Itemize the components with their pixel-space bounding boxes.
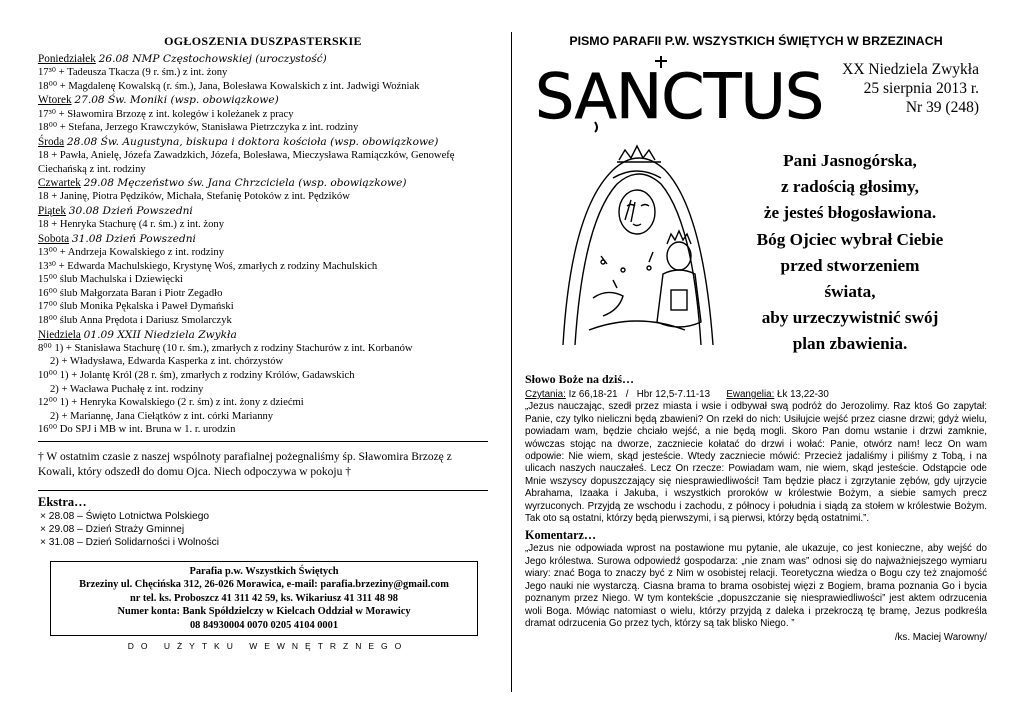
feast-name: 29.08 Męczeństwo św. Jana Chrzciciela (wsp. obowiązkowe) — [83, 177, 407, 190]
mass-intention: 18 + Janinę, Piotra Pędzików, Michała, Stefanię Potoków z int. Pędzików — [38, 191, 350, 203]
mass-intention: 18⁰⁰ + Stefana, Jerzego Krawczyków, Stanisława Pietrzczyka z int. rodziny — [38, 122, 359, 134]
day-heading — [38, 204, 488, 218]
mass-intention: 15⁰⁰ ślub Machulska i Dziewięcki — [38, 274, 184, 286]
prayer-line: z radością głosimy, — [781, 177, 919, 197]
day-heading — [38, 176, 488, 190]
mass-intention: 18 + Pawła, Anielę, Józefa Zawadzkich, Józefa, Bolesława, Mieczysława Ramiączków, Genowefę Ciechańską z int. rodziny — [38, 149, 455, 175]
feast-name: 31.08 Dzień Powszedni — [71, 232, 196, 245]
sanctus-logo — [533, 54, 824, 134]
mass-intention: 2) + Wacława Puchałę z int. rodziny — [50, 383, 204, 395]
left-column — [38, 30, 488, 651]
mass-intention: 17⁰⁰ ślub Monika Pękalska i Paweł Dymański — [38, 301, 234, 313]
mass-intention: 2) + Mariannę, Jana Ciełątków z int. córki Marianny — [50, 410, 274, 422]
mass-intention: 12⁰⁰ 1) + Henryka Kowalskiego (2 r. śm) z int. żony z dziećmi — [38, 397, 304, 409]
mass-intention: 17³⁰ + Tadeusza Tkacza (9 r. śm.) z int. żony — [38, 67, 228, 79]
day-heading — [38, 328, 488, 342]
death-notice: † W ostatnim czasie z naszej wspólnoty parafialnej pożegnaliśmy śp. Sławomira Brzozę z Kowali, który odszedł do domu Ojca. Niech odpoczywa w pokoju † — [38, 450, 452, 478]
day-heading — [38, 232, 488, 246]
mass-intention: 10⁰⁰ 1) + Jolantę Król (28 r. śm), zmarłych z rodziny Królów, Gadawskich — [38, 369, 355, 381]
prayer-text — [715, 148, 985, 358]
contact-line: 08 84930004 0070 0205 4104 0001 — [189, 619, 339, 631]
divider — [38, 490, 488, 491]
prayer-line: świata, — [824, 282, 876, 302]
hero-section — [525, 140, 987, 370]
day-name: Poniedziałek — [38, 53, 96, 65]
gospel-ref: Łk 13,22-30 — [777, 389, 829, 400]
reading-1: Iz 66,18-21 — [568, 389, 618, 400]
issue-number: Nr 39 (248) — [905, 99, 979, 116]
feast-name: 01.09 XXII Niedziela Zwykła — [83, 328, 237, 341]
readings-line — [525, 389, 987, 401]
mass-intention: 18⁰⁰ ślub Anna Prędota i Dariusz Smolarczyk — [38, 314, 232, 326]
commentary-title: Komentarz… — [525, 528, 597, 543]
day-heading — [38, 135, 488, 149]
reading-separator: / — [625, 389, 629, 400]
contact-line: Numer konta: Bank Spółdzielczy w Kielcach Oddział w Morawicy — [117, 606, 411, 618]
mass-intention: 17³⁰ + Sławomira Brzozę z int. kolegów i koleżanek z pracy — [38, 108, 294, 120]
prayer-line: że jesteś błogosławiona. — [763, 203, 937, 223]
svg-text:SANCTUS: SANCTUS — [535, 60, 824, 133]
publication-title: PISMO PARAFII P.W. WSZYSTKICH ŚWIĘTYCH W BRZEZINACH — [569, 34, 943, 48]
divider — [38, 441, 488, 442]
column-divider — [511, 32, 512, 692]
day-name: Sobota — [38, 232, 70, 245]
mass-intention: 18 + Henryka Stachurę (4 r. śm.) z int. żony — [38, 219, 225, 231]
prayer-line: Bóg Ojciec wybrał Ciebie — [756, 229, 944, 249]
commentary-text: „Jezus nie odpowiada wprost na postawione mu pytanie, ale ukazuje, co jest konieczne, aby wejść do Jego królestwa. Surowa odpowiedź gospodarza: „nie znam was” odnosi się do najważniejszego wymiaru wiary: znać Boga to znaczy być z Nim w osobistej relacji. Teoretyczna wiedza o Bogu czy też znajomość Jego nauki nie wystarczą. Ciasna brama to brama osobistej więzi z Bogiem, brama poznania Go i bycia poznanym przez Niego. W tym kontekście „dopuszczanie się niesprawiedliwości” jest aktem odrzucenia woli Boga. Mówiąc natomiast o wielu, którzy przyjdą z daleka i przekroczą tę bramę, Jezus podkreśla dramat odrzucenia Go przez tych, którzy są tak blisko Niego. ” — [525, 543, 987, 629]
contact-line: Parafia p.w. Wszystkich Świętych — [189, 565, 339, 577]
contact-line: nr tel. ks. Proboszcz 41 311 42 59, ks. Wikariusz 41 311 48 98 — [130, 592, 398, 604]
feast-name: 30.08 Dzień Powszedni — [68, 204, 193, 217]
internal-use-note: DO UŻYTKU WEWNĘTRZNEGO — [127, 640, 409, 651]
day-heading — [38, 93, 488, 107]
day-name: Środa — [38, 135, 65, 148]
feast-name: 26.08 NMP Częstochowskiej (uroczystość) — [98, 53, 327, 65]
prayer-line: przed stworzeniem — [780, 255, 920, 275]
prayer-line: plan zbawienia. — [792, 334, 908, 354]
word-title: Słowo Boże na dziś… — [525, 372, 635, 386]
announcements-list — [38, 52, 488, 437]
day-name: Czwartek — [38, 177, 81, 190]
mass-intention: 16⁰⁰ Do SPJ i MB w int. Bruna w 1. r. urodzin — [38, 424, 236, 436]
ekstra-item: × 31.08 – Dzień Solidarności i Wolności — [40, 536, 220, 548]
black-madonna-icon — [553, 140, 725, 360]
mass-intention: 13³⁰ + Edwarda Machulskiego, Krystynę Woś, zmarłych z rodziny Machulskich — [38, 260, 378, 272]
mass-intention: 2) + Władysława, Edwarda Kasperka z int. chórzystów — [50, 356, 284, 368]
right-column — [525, 30, 987, 643]
mass-intention: 8⁰⁰ 1) + Stanisława Stachurę (10 r. śm.), zmarłych z rodziny Stachurów z int. Korbanów — [38, 342, 413, 354]
signature: /ks. Maciej Warowny/ — [894, 632, 987, 644]
reading-2: Hbr 12,5-7.11-13 — [636, 389, 711, 400]
announcements-title: OGŁOSZENIA DUSZPASTERSKIE — [164, 34, 362, 48]
prayer-line: aby urzeczywistnić swój — [761, 308, 939, 328]
feast-name: 27.08 Św. Moniki (wsp. obowiązkowe) — [74, 94, 279, 107]
ekstra-item: × 28.08 – Święto Lotnictwa Polskiego — [40, 510, 210, 522]
feast-name: 28.08 Św. Augustyna, biskupa i doktora kościoła (wsp. obowiązkowe) — [66, 135, 439, 148]
issue-date: 25 sierpnia 2013 r. — [863, 80, 979, 97]
ekstra-item: × 29.08 – Dzień Straży Gminnej — [40, 523, 185, 535]
prayer-line: Pani Jasnogórska, — [783, 151, 917, 170]
day-heading — [38, 52, 488, 66]
day-name: Piątek — [38, 204, 66, 217]
masthead — [525, 54, 987, 134]
contact-line: Brzeziny ul. Chęcińska 312, 26-026 Morawica, e-mail: parafia.brzeziny@gmail.com — [79, 579, 449, 591]
mass-intention: 13⁰⁰ + Andrzeja Kowalskiego z int. rodziny — [38, 246, 224, 258]
parish-contact-box — [50, 561, 478, 636]
mass-intention: 16⁰⁰ ślub Małgorzata Baran i Piotr Zegadło — [38, 287, 223, 299]
gospel-text: „Jezus nauczając, szedł przez miasta i wsie i odbywał swą podróż do Jerozolimy. Raz ktoś Go zapytał: Panie, czy tylko nieliczni będą zbawieni? On rzekł do nich: Usiłujcie wejść przez ciasne drzwi; gdyż wielu, powiadam wam, będzie chciało wejść, a nie będą mogli. Skoro Pan domu wstanie i drzwi zamknie, wówczas stojąc na dworze, zaczniecie kołatać do drzwi i wołać: Panie, otwórz nam! lecz On wam odpowie: Nie wiem, skąd jesteście. Wtedy zaczniecie mówić: Przecież jadaliśmy i piliśmy z Tobą, i na ulicach naszych nauczałeś. Lecz On rzecze: Powiadam wam, nie wiem, skąd jesteście. Odstąpcie ode Mnie wszyscy dopuszczający się niesprawiedliwości! Tam będzie płacz i zgrzytanie zębów, gdy ujrzycie Abrahama, Izaaka i Jakuba, i wszystkich proroków w królestwie Bożym, a siebie samych precz wyrzuconych. Przyjdą ze wschodu i zachodu, z północy i południa i siądą za stołem w królestwie Bożym. Tak oto są ostatni, którzy będą pierwszymi, i są pierwsi, którzy będą ostatnimi.”. — [525, 401, 987, 525]
issue-info — [842, 60, 979, 117]
gospel-label: Ewangelia: — [726, 389, 775, 400]
day-name: Niedziela — [38, 328, 81, 341]
readings-label: Czytania: — [525, 389, 566, 400]
day-name: Wtorek — [38, 94, 72, 107]
mass-intention: 18⁰⁰ + Magdalenę Kowalską (r. śm.), Jana, Bolesława Kowalskich z int. Jadwigi Woźniak — [38, 80, 420, 92]
sunday-name: XX Niedziela Zwykła — [842, 61, 979, 78]
ekstra-title: Ekstra… — [38, 494, 87, 509]
